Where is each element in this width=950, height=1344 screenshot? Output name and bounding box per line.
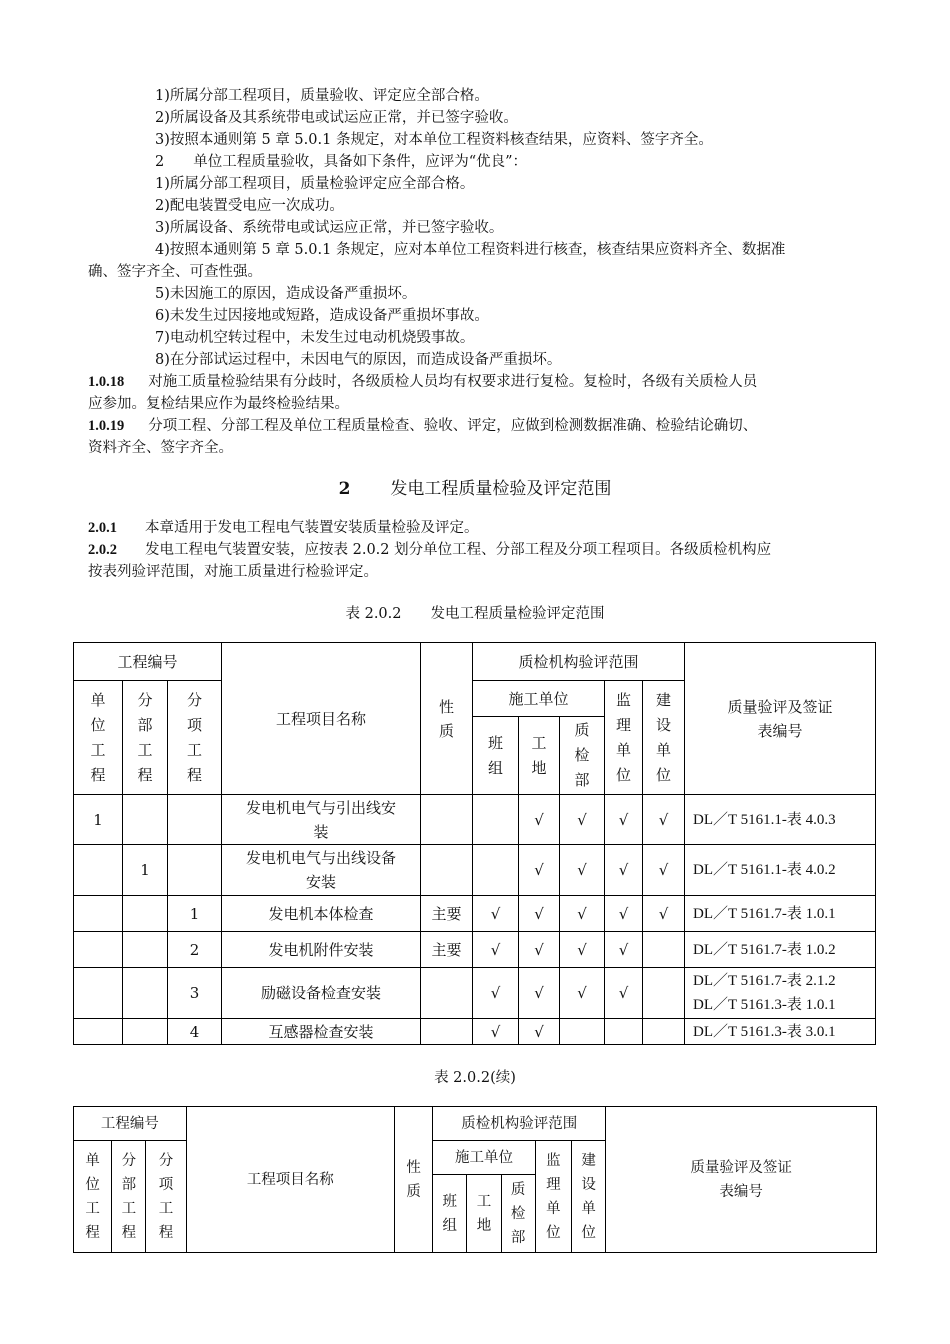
cell-unit xyxy=(74,932,123,968)
cell-site: √ xyxy=(519,795,560,845)
header-qc-text: 质检部 xyxy=(574,721,590,789)
header-unit-text: 单位工程 xyxy=(85,1152,100,1241)
cell-name-l1: 发电机电气与引出线安 xyxy=(246,798,397,817)
cell-item: 2 xyxy=(168,932,222,968)
paragraph-line: 3)所属设备、系统带电或试运应正常，并已签字验收。 xyxy=(155,220,504,236)
cell-form: DL／T 5161.1-表 4.0.3 xyxy=(685,795,876,845)
cell-division xyxy=(123,1019,168,1045)
header-owner-text: 建设单位 xyxy=(581,1152,596,1241)
cell-owner: √ xyxy=(643,795,685,845)
cell-site: √ xyxy=(519,968,560,1019)
clause-1019 xyxy=(88,416,757,436)
cell-unit xyxy=(74,1019,123,1045)
paragraph-line: 4)按照本通则第 5 章 5.0.1 条规定，应对本单位工程资料进行核查，核查结果应资料齐全、数据准 xyxy=(155,242,786,258)
header-unit-text: 单位工程 xyxy=(90,690,106,784)
header-team xyxy=(433,1175,467,1253)
section-title: 发电工程质量检验及评定范围 xyxy=(390,479,612,499)
cell-form: DL／T 5161.7-表 1.0.1 xyxy=(685,896,876,932)
cell-form: DL／T 5161.3-表 3.0.1 xyxy=(685,1019,876,1045)
cell-division: 1 xyxy=(123,845,168,896)
cell-name xyxy=(222,795,421,845)
cell-team: √ xyxy=(473,896,519,932)
clause-text: 按表列验评范围，对施工质量进行检验评定。 xyxy=(88,564,378,580)
cell-team: √ xyxy=(473,932,519,968)
paragraph-line: 6)未发生过因接地或短路，造成设备严重损坏事故。 xyxy=(155,308,489,324)
cell-supervisor: √ xyxy=(605,845,643,896)
header-code: 工程编号 xyxy=(74,643,222,681)
clause-number: 1.0.19 xyxy=(88,418,125,434)
cell-name: 互感器检查安装 xyxy=(222,1019,421,1045)
cell-qc: √ xyxy=(560,896,605,932)
header-form-l1: 质量验评及签证 xyxy=(690,1159,792,1176)
header-qc xyxy=(501,1175,535,1253)
header-form-l2: 表编号 xyxy=(719,1183,763,1200)
header-form xyxy=(685,643,876,795)
header-item xyxy=(146,1141,186,1253)
header-item xyxy=(168,681,222,795)
cell-owner xyxy=(643,932,685,968)
table-row xyxy=(74,845,876,896)
paragraph-line: 7)电动机空转过程中，未发生过电动机烧毁事故。 xyxy=(155,330,475,346)
section-heading xyxy=(0,474,950,499)
clause-number: 1.0.18 xyxy=(88,374,125,390)
cell-qc xyxy=(560,1019,605,1045)
header-site-text: 工地 xyxy=(476,1193,492,1234)
cell-owner: √ xyxy=(643,845,685,896)
cell-name: 发电机附件安装 xyxy=(222,932,421,968)
clause-text: 分项工程、分部工程及单位工程质量检查、验收、评定，应做到检测数据准确、检验结论确切、 xyxy=(148,418,758,434)
section-number: 2 xyxy=(338,479,351,499)
cell-team: √ xyxy=(473,968,519,1019)
cell-item xyxy=(168,845,222,896)
cell-form: DL／T 5161.1-表 4.0.2 xyxy=(685,845,876,896)
clause-1018 xyxy=(88,372,757,392)
cell-site: √ xyxy=(519,845,560,896)
header-division xyxy=(123,681,168,795)
header-division xyxy=(112,1141,146,1253)
cell-qc: √ xyxy=(560,932,605,968)
cell-form xyxy=(685,968,876,1019)
cell-qc: √ xyxy=(560,795,605,845)
table-caption: 表 2.0.2 发电工程质量检验评定范围 xyxy=(345,606,605,622)
cell-team xyxy=(473,795,519,845)
quality-scope-table-continued xyxy=(73,1106,877,1253)
clause-number: 2.0.1 xyxy=(88,520,117,536)
cell-form-l1: DL／T 5161.7-表 2.1.2 xyxy=(693,973,836,989)
cell-unit xyxy=(74,968,123,1019)
cell-site: √ xyxy=(519,932,560,968)
header-nature xyxy=(421,643,473,795)
cell-nature xyxy=(421,1019,473,1045)
clause-text: 对施工质量检验结果有分歧时，各级质检人员均有权要求进行复检。复检时，各级有关质检人员 xyxy=(148,374,758,390)
paragraph-line: 8)在分部试运过程中，未因电气的原因，而造成设备严重损坏。 xyxy=(155,352,562,368)
header-name: 工程项目名称 xyxy=(186,1107,394,1253)
cell-name xyxy=(222,845,421,896)
cell-item xyxy=(168,795,222,845)
paragraph-line: 确、签字齐全、可查性强。 xyxy=(88,264,262,280)
table-row xyxy=(74,896,876,932)
cell-nature: 主要 xyxy=(421,896,473,932)
cell-unit xyxy=(74,896,123,932)
quality-scope-table xyxy=(73,642,876,1045)
header-supervisor-text: 监理单位 xyxy=(616,690,632,784)
header-qc xyxy=(560,717,605,795)
paragraph-line: 1)所属分部工程项目，质量检验评定应全部合格。 xyxy=(155,176,475,192)
header-name: 工程项目名称 xyxy=(222,643,421,795)
header-unit xyxy=(74,1141,112,1253)
cell-supervisor: √ xyxy=(605,896,643,932)
cell-site: √ xyxy=(519,1019,560,1045)
paragraph-line: 3)按照本通则第 5 章 5.0.1 条规定，对本单位工程资料核查结果，应资料、签字齐全。 xyxy=(155,132,713,148)
cell-nature xyxy=(421,795,473,845)
cell-qc: √ xyxy=(560,968,605,1019)
cell-supervisor: √ xyxy=(605,932,643,968)
clause-text: 发电工程电气装置安装，应按表 2.0.2 划分单位工程、分部工程及分项工程项目。各级质检机构应 xyxy=(145,542,772,558)
clause-text: 应参加。复检结果应作为最终检验结果。 xyxy=(88,396,349,412)
cell-form-l2: DL／T 5161.3-表 1.0.1 xyxy=(693,997,836,1013)
cell-team: √ xyxy=(473,1019,519,1045)
paragraph-line: 2 单位工程质量验收，具备如下条件，应评为“优良”： xyxy=(155,154,528,170)
cell-team xyxy=(473,845,519,896)
header-owner xyxy=(643,681,685,795)
paragraph-line: 5)未因施工的原因，造成设备严重损坏。 xyxy=(155,286,417,302)
header-nature-text: 性质 xyxy=(439,697,455,740)
header-site xyxy=(519,717,560,795)
cell-owner: √ xyxy=(643,896,685,932)
header-nature xyxy=(394,1107,432,1253)
cell-division xyxy=(123,932,168,968)
cell-name: 发电机本体检查 xyxy=(222,896,421,932)
cell-name: 励磁设备检查安装 xyxy=(222,968,421,1019)
header-nature-text: 性质 xyxy=(406,1159,421,1200)
header-scope: 质检机构验评范围 xyxy=(473,643,685,681)
clause-202 xyxy=(88,540,771,560)
paragraph-line: 2)配电装置受电应一次成功。 xyxy=(155,198,344,214)
cell-owner xyxy=(643,968,685,1019)
cell-nature: 主要 xyxy=(421,932,473,968)
cell-owner xyxy=(643,1019,685,1045)
clause-text: 本章适用于发电工程电气装置安装质量检验及评定。 xyxy=(145,520,479,536)
header-team xyxy=(473,717,519,795)
header-item-text: 分项工程 xyxy=(187,690,203,784)
table-caption-continued: 表 2.0.2(续) xyxy=(434,1070,516,1086)
clause-text: 资料齐全、签字齐全。 xyxy=(88,440,233,456)
header-division-text: 分部工程 xyxy=(137,690,153,784)
header-site-text: 工地 xyxy=(531,733,547,777)
clause-number: 2.0.2 xyxy=(88,542,117,558)
header-code: 工程编号 xyxy=(74,1107,187,1141)
cell-form: DL／T 5161.7-表 1.0.2 xyxy=(685,932,876,968)
cell-division xyxy=(123,896,168,932)
cell-item: 3 xyxy=(168,968,222,1019)
header-qc-text: 质检部 xyxy=(510,1181,526,1246)
table-row xyxy=(74,795,876,845)
header-team-text: 班组 xyxy=(488,733,504,777)
header-supervisor-text: 监理单位 xyxy=(546,1152,561,1241)
paragraph-line: 2)所属设备及其系统带电或试运应正常，并已签字验收。 xyxy=(155,110,518,126)
cell-division xyxy=(123,795,168,845)
cell-supervisor: √ xyxy=(605,795,643,845)
cell-item: 1 xyxy=(168,896,222,932)
header-item-text: 分项工程 xyxy=(158,1152,174,1241)
cell-supervisor xyxy=(605,1019,643,1045)
cell-site: √ xyxy=(519,896,560,932)
cell-name-l1: 发电机电气与出线设备 xyxy=(246,849,397,867)
cell-qc: √ xyxy=(560,845,605,896)
header-site xyxy=(467,1175,501,1253)
header-form-l1: 质量验评及签证 xyxy=(727,697,833,716)
cell-nature xyxy=(421,968,473,1019)
header-unit xyxy=(74,681,123,795)
table-row xyxy=(74,968,876,1019)
header-form xyxy=(606,1107,877,1253)
cell-item: 4 xyxy=(168,1019,222,1045)
header-supervisor xyxy=(605,681,643,795)
header-supervisor xyxy=(535,1141,571,1253)
header-scope: 质检机构验评范围 xyxy=(433,1107,606,1141)
cell-name-l2: 装 xyxy=(313,822,329,841)
cell-name-l2: 安装 xyxy=(306,873,337,891)
cell-supervisor: √ xyxy=(605,968,643,1019)
paragraph-line: 1)所属分部工程项目，质量验收、评定应全部合格。 xyxy=(155,88,489,104)
cell-unit xyxy=(74,845,123,896)
header-owner xyxy=(572,1141,606,1253)
header-constructor: 施工单位 xyxy=(433,1141,536,1175)
cell-nature xyxy=(421,845,473,896)
table-row xyxy=(74,932,876,968)
header-form-l2: 表编号 xyxy=(757,721,803,740)
header-owner-text: 建设单位 xyxy=(656,690,672,784)
clause-201 xyxy=(88,518,479,538)
table-row xyxy=(74,1019,876,1045)
header-division-text: 分部工程 xyxy=(121,1152,137,1241)
header-team-text: 班组 xyxy=(442,1193,458,1234)
cell-unit: 1 xyxy=(74,795,123,845)
cell-division xyxy=(123,968,168,1019)
header-constructor: 施工单位 xyxy=(473,681,605,717)
